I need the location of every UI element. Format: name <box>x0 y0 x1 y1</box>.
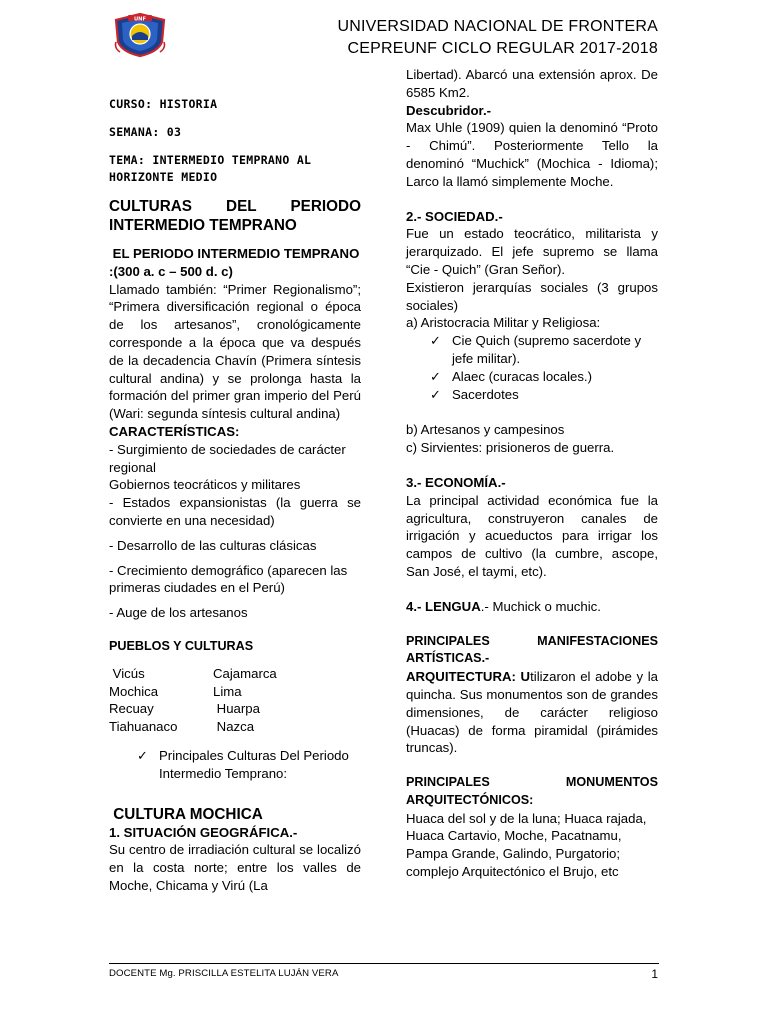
art-heading: PRINCIPALES MANIFESTACIONES ARTÍSTICAS.- <box>406 633 658 666</box>
footer-teacher: DOCENTE Mg. PRISCILLA ESTELITA LUJÁN VERA <box>109 968 339 979</box>
monuments-text: Huaca del sol y de la luna; Huaca rajada, Huaca Cartavio, Moche, Pacatnamu, Pampa Grande, Galindo, Purgatorio; complejo Arquitectónico el Brujo, etc <box>406 810 647 880</box>
peoples-row <box>109 700 361 718</box>
people-name: Huarpa <box>213 701 260 717</box>
aristocracy-item: Alaec (curacas locales.) <box>452 368 592 384</box>
checkmark-icon: ✓ <box>430 386 441 402</box>
peoples-row <box>109 665 361 683</box>
page-header <box>0 0 768 66</box>
language-line <box>406 598 658 616</box>
characteristic-item: - Estados expansionistas (la guerra se convierte en una necesidad) <box>109 495 361 528</box>
footer-divider <box>109 963 659 964</box>
cycle-name: CEPREUNF CICLO REGULAR 2017-2018 <box>347 40 658 57</box>
people-name: Mochica <box>109 683 159 699</box>
society-text-2: Existieron jerarquías sociales (3 grupos sociales) <box>406 279 658 313</box>
peoples-table <box>109 665 361 736</box>
left-column <box>109 66 361 895</box>
period-heading-line-2: :(300 a. c – 500 d. c) <box>109 263 233 279</box>
checkmark-icon: ✓ <box>137 747 148 763</box>
checklist-item <box>109 747 361 783</box>
characteristic-item: - Desarrollo de las culturas clásicas <box>109 537 317 553</box>
checkmark-icon: ✓ <box>430 368 441 384</box>
checkmark-icon: ✓ <box>430 333 441 349</box>
topic-line-1: TEMA: INTERMEDIO TEMPRANO AL <box>109 153 312 167</box>
checklist-item <box>406 368 658 386</box>
people-name: Cajamarca <box>213 665 277 681</box>
week-label: SEMANA: 03 <box>109 125 182 139</box>
society-heading: 2.- SOCIEDAD.- <box>406 208 503 224</box>
section-title-line-2: INTERMEDIO TEMPRANO <box>109 217 297 234</box>
peoples-heading: PUEBLOS Y CULTURAS <box>109 638 254 653</box>
university-logo <box>112 12 168 58</box>
architecture-label: ARQUITECTURA: U <box>406 669 531 685</box>
characteristic-item: Gobiernos teocráticos y militares <box>109 477 301 493</box>
architecture-paragraph <box>406 668 658 757</box>
university-name: UNIVERSIDAD NACIONAL DE FRONTERA <box>337 18 658 35</box>
topic-label <box>109 152 361 186</box>
characteristics-heading: CARACTERÍSTICAS: <box>109 423 240 439</box>
people-name: Nazca <box>213 719 255 735</box>
main-cultures-text: Principales Culturas Del Periodo Intermedio Temprano: <box>159 747 349 781</box>
page-number: 1 <box>651 967 658 981</box>
mochica-title: CULTURA MOCHICA <box>109 805 263 823</box>
people-name: Recuay <box>109 701 154 717</box>
characteristic-item: - Crecimiento demográfico (aparecen las primeras ciudades en el Perú) <box>109 562 348 596</box>
geo-text-continued: Libertad). Abarcó una extensión aprox. De 6585 Km2. <box>406 67 658 100</box>
artisans-label: b) Artesanos y campesinos <box>406 422 565 438</box>
people-name: Lima <box>213 683 242 699</box>
monuments-heading: PRINCIPALES MONUMENTOS ARQUITECTÓNICOS: <box>406 775 658 807</box>
checklist-item <box>406 386 658 404</box>
people-name: Vicús <box>109 665 145 681</box>
language-heading: 4.- LENGUA <box>406 598 481 614</box>
characteristic-item: - Surgimiento de sociedades de carácter regional <box>109 441 346 475</box>
society-text: Fue un estado teocrático, militarista y jerarquizado. El jefe supremo se llama “Cie - Quich” (Gran Señor). <box>406 226 658 277</box>
discoverer-text: Max Uhle (1909) quien la denominó “Proto - Chimú”. Posteriormente Tello la denominó “Muchick” (Mochica - Idioma); Larco la llamó simplemente Moche. <box>406 120 658 189</box>
course-label: CURSO: HISTORIA <box>109 97 218 111</box>
logo-text: UNF <box>133 16 147 23</box>
period-heading-line-1: EL PERIODO INTERMEDIO TEMPRANO <box>109 246 360 261</box>
geo-text: Su centro de irradiación cultural se localizó en la costa norte; entre los valles de Moche, Chicama y Virú (La <box>109 842 361 893</box>
checklist-item <box>406 332 658 368</box>
geo-heading: 1. SITUACIÓN GEOGRÁFICA.- <box>109 824 298 840</box>
aristocracy-label: a) Aristocracia Militar y Religiosa: <box>406 315 601 331</box>
peoples-row <box>109 718 361 736</box>
aristocracy-item: Cie Quich (supremo sacerdote y jefe militar). <box>452 333 642 366</box>
characteristic-item: - Auge de los artesanos <box>109 605 248 621</box>
topic-line-2: HORIZONTE MEDIO <box>109 170 218 184</box>
economy-text: La principal actividad económica fue la agricultura, construyeron canales de irrigación y acueductos para irrigar los campos de cultivo (la cumbre, ascope, San José, el taymi, etc). <box>406 492 658 579</box>
economy-heading: 3.- ECONOMÍA.- <box>406 474 506 490</box>
discoverer-heading: Descubridor.- <box>406 102 492 118</box>
period-description: Llamado también: “Primer Regionalismo”; “Primera diversificación regional o época de los artesanos”, cronológicamente corresponde a la época que va después de la decadencia Chavín (Primera síntesis cultural andina) y se prolonga hasta la formación del primer gran imperio del Perú (Wari: segunda síntesis cultural andina) <box>109 281 361 422</box>
language-text: .- Muchick o muchic. <box>480 598 601 614</box>
people-name: Tiahuanaco <box>109 719 178 735</box>
aristocracy-item: Sacerdotes <box>452 386 519 402</box>
architecture-text: tilizaron el adobe y la quincha. Sus monumentos son de grandes dimensiones, de carácter religioso (Huacas) de forma piramidal (pirámides truncas). <box>406 669 659 756</box>
peoples-row <box>109 683 361 701</box>
section-title-line-1: CULTURAS DEL PERIODO <box>109 198 361 215</box>
right-column <box>406 66 658 881</box>
servants-label: c) Sirvientes: prisioneros de guerra. <box>406 440 615 456</box>
